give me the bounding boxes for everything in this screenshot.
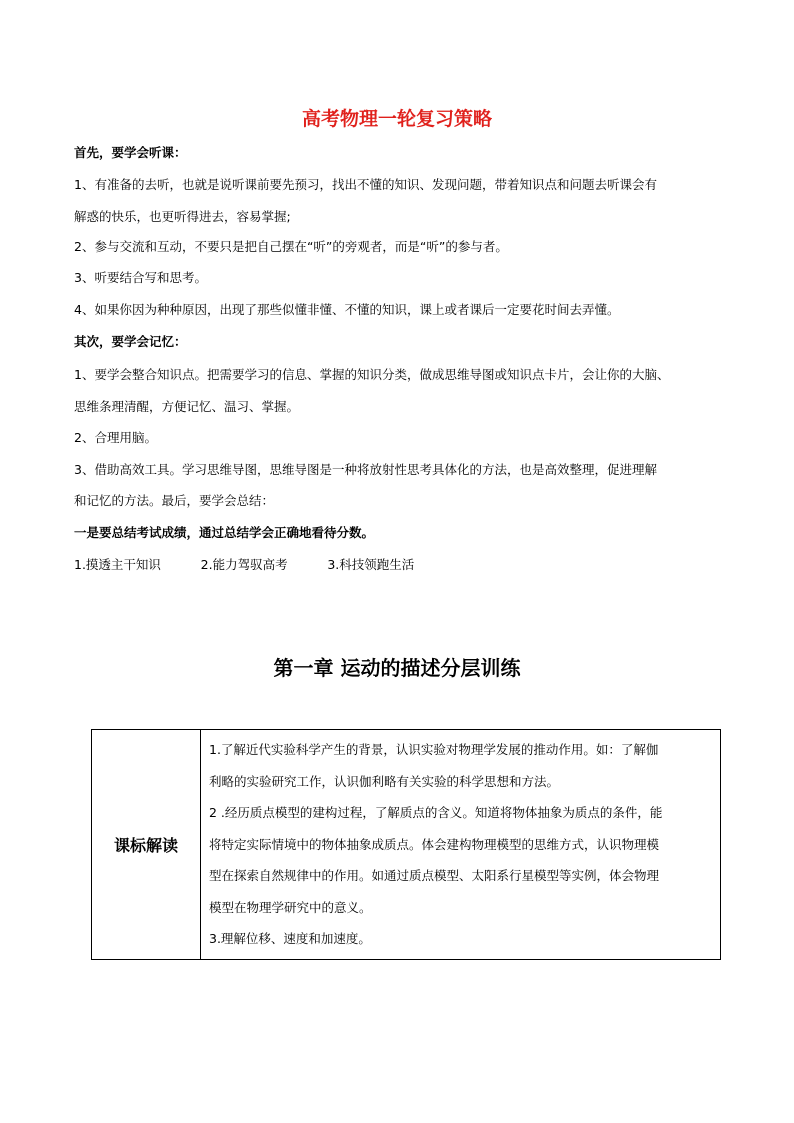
standards-line: 2 .经历质点模型的建构过程，了解质点的含义。知道将物体抽象为质点的条件，能	[209, 805, 663, 820]
section-heading-memory: 其次，要学会记忆：	[74, 334, 187, 349]
chapter-title: 第一章 运动的描述分层训练	[273, 656, 521, 680]
curriculum-standards-table	[91, 729, 721, 960]
paragraph-line: 2、参与交流和互动，不要只是把自己摆在“听”的旁观者，而是“听”的参与者。	[74, 239, 508, 254]
standards-line: 1.了解近代实验科学产生的背景，认识实验对物理学发展的推动作用。如：了解伽	[209, 742, 659, 757]
paragraph-line: 3、听要结合写和思考。	[74, 270, 207, 285]
section-heading-listening: 首先，要学会听课：	[74, 145, 187, 160]
standards-line: 将特定实际情境中的物体抽象成质点。体会建构物理模型的思维方式，认识物理模	[209, 836, 660, 852]
standards-line: 3.理解位移、速度和加速度。	[209, 931, 371, 946]
standards-line: 型在探索自然规律中的作用。如通过质点模型、太阳系行星模型等实例，体会物理	[209, 868, 660, 883]
summary-statement: 一是要总结考试成绩，通过总结学会正确地看待分数。	[74, 525, 375, 540]
standards-line: 模型在物理学研究中的意义。	[209, 899, 372, 915]
paragraph-line: 3、借助高效工具。学习思维导图，思维导图是一种将放射性思考具体化的方法，也是高效整理，促进理解	[74, 462, 657, 477]
subject-list: 1.摸透主干知识 2.能力驾驭高考 3.科技领跑生活	[74, 557, 415, 572]
standards-content	[201, 730, 721, 960]
paragraph-line: 解惑的快乐，也更听得进去，容易掌握;	[74, 209, 291, 224]
page-title: 高考物理一轮复习策略	[301, 108, 492, 130]
paragraph-line: 1、有准备的去听，也就是说听课前要先预习，找出不懂的知识、发现问题，带着知识点和问题去听课会有	[74, 177, 657, 192]
standards-label: 课标解读	[92, 730, 201, 960]
paragraph-line: 和记忆的方法。最后，要学会总结：	[74, 493, 275, 508]
paragraph-line: 1、要学会整合知识点。把需要学习的信息、掌握的知识分类，做成思维导图或知识点卡片，会让你的大脑、	[74, 367, 670, 382]
paragraph-line: 思维条理清醒，方便记忆、温习、掌握。	[74, 399, 300, 414]
paragraph-line: 2、合理用脑。	[74, 430, 157, 445]
standards-line: 利略的实验研究工作，认识伽利略有关实验的科学思想和方法。	[209, 773, 560, 789]
paragraph-line: 4、如果你因为种种原因，出现了那些似懂非懂、不懂的知识，课上或者课后一定要花时间去弄懂。	[74, 302, 620, 317]
